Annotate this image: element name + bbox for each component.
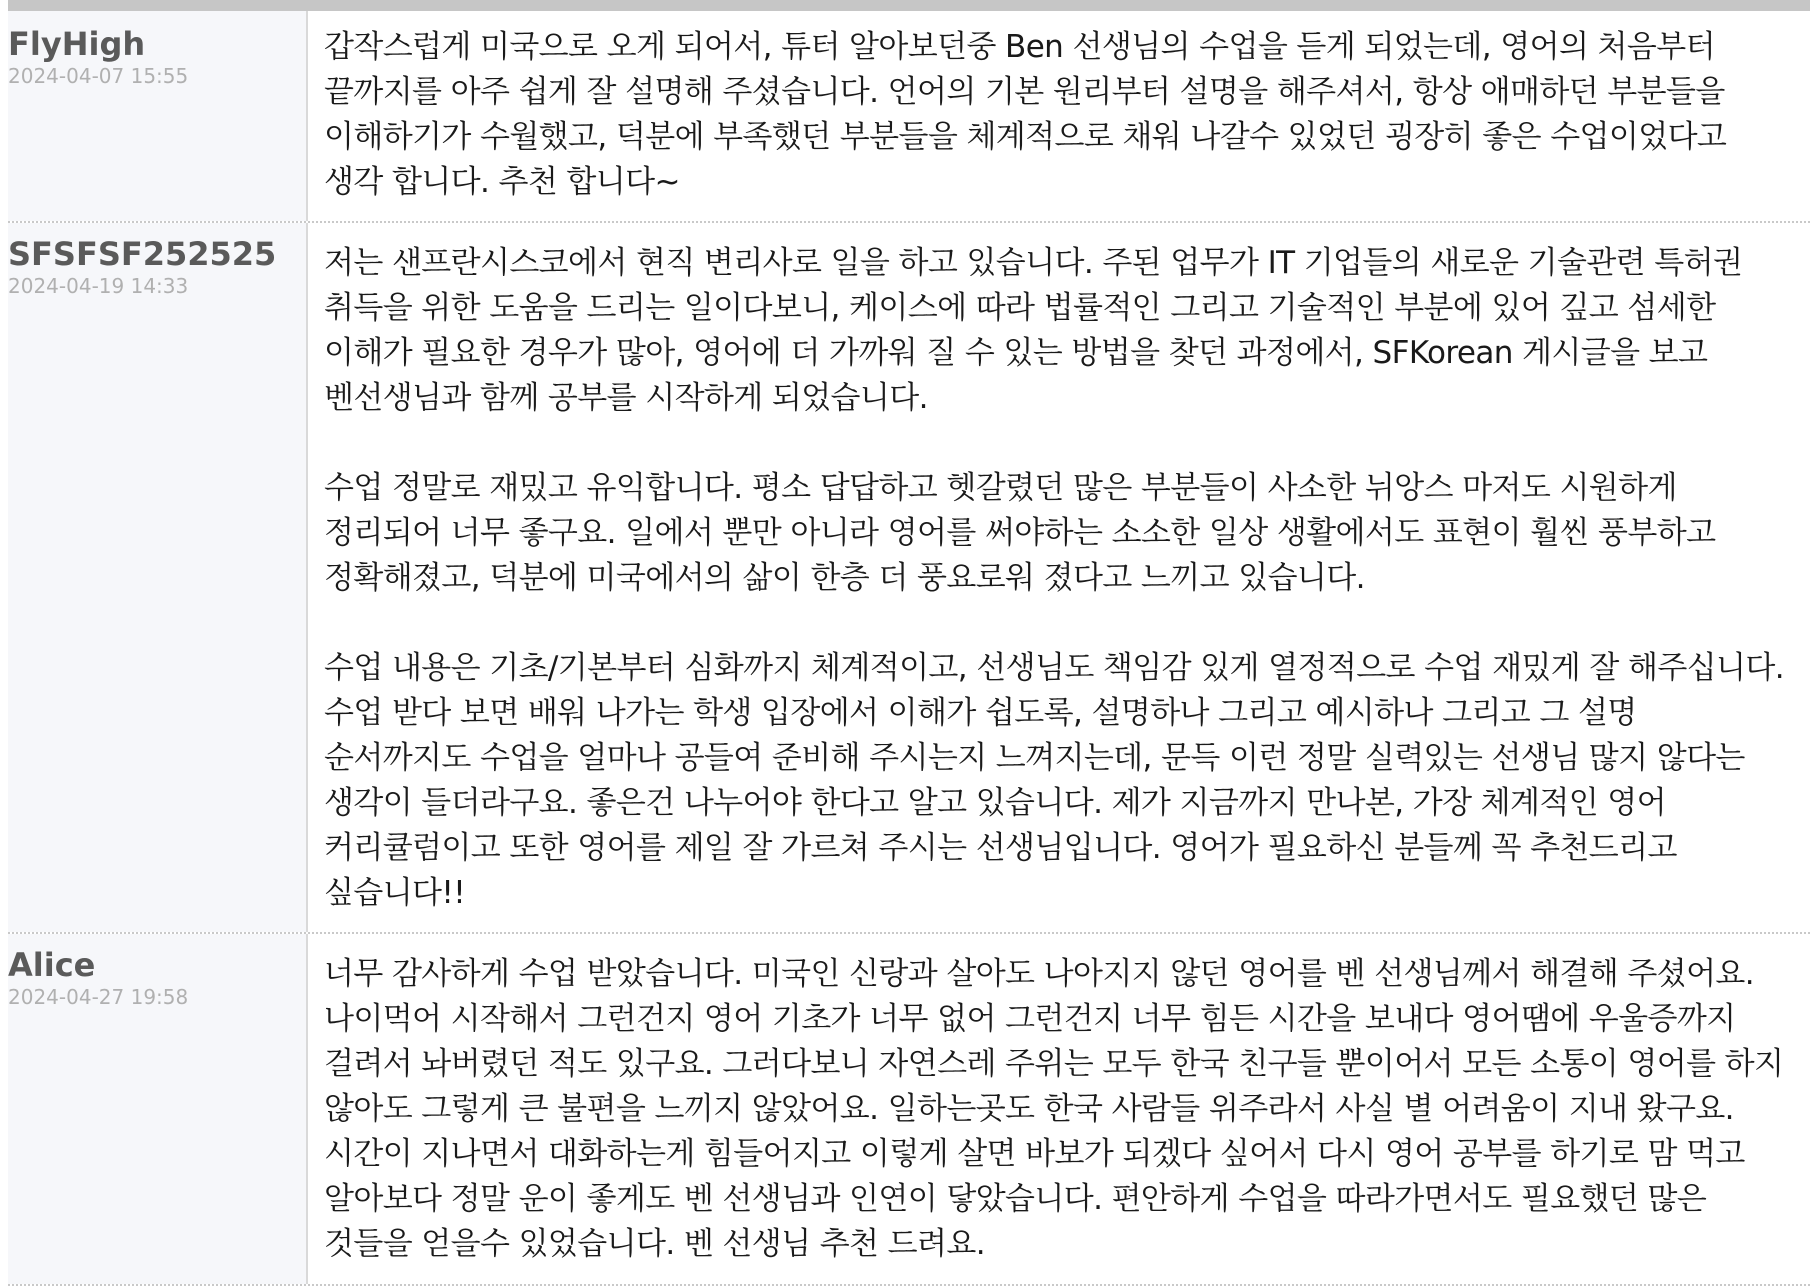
- comment-meta: [8, 934, 308, 1284]
- comment-row: [8, 223, 1810, 934]
- comment-meta: [8, 11, 308, 221]
- comment-paragraph: 갑작스럽게 미국으로 오게 되어서, 튜터 알아보던중 Ben 선생님의 수업을 듣게 되었는데, 영어의 처음부터 끝까지를 아주 쉽게 잘 설명해 주셨습니다. 언어의 기본 원리부터 설명을 해주셔서, 항상 애매하던 부분들을 이해하기가 수월했고, 덕분에 부족했던 부분들을 체계적으로 채워 나갈수 있었던 굉장히 좋은 수업이었다고 생각 합니다. 추천 합니다~: [324, 29, 1727, 200]
- comment-author[interactable]: SFSFSF252525: [8, 235, 277, 273]
- comment-date: 2024-04-27 19:58: [8, 985, 189, 1009]
- list-top-border: [8, 0, 1810, 11]
- comment-row: [8, 11, 1810, 223]
- comment-date: 2024-04-07 15:55: [8, 64, 189, 88]
- comment-meta: [8, 223, 308, 932]
- comment-body: [308, 223, 1810, 932]
- comment-date: 2024-04-19 14:33: [8, 274, 189, 298]
- comment-body: [308, 934, 1810, 1284]
- comment-author[interactable]: Alice: [8, 946, 96, 984]
- comment-paragraph: 너무 감사하게 수업 받았습니다. 미국인 신랑과 살아도 나아지지 않던 영어를 벤 선생님께서 해결해 주셨어요. 나이먹어 시작해서 그런건지 영어 기초가 너무 없어 그런건지 너무 힘든 시간을 보내다 영어땜에 우울증까지 걸려서 놔버렸던 적도 있구요. 그러다보니 자연스레 주위는 모두 한국 친구들 뿐이어서 모든 소통이 영어를 하지 않아도 그렇게 큰 불편을 느끼지 않았어요. 일하는곳도 한국 사람들 위주라서 사실 별 어려움이 지내 왔구요. 시간이 지나면서 대화하는게 힘들어지고 이렇게 살면 바보가 되겠다 싶어서 다시 영어 공부를 하기로 맘 먹고 알아보다 정말 운이 좋게도 벤 선생님과 인연이 닿았습니다. 편안하게 수업을 따라가면서도 필요했던 많은 것들을 얻을수 있었습니다. 벤 선생님 추천 드려요.: [324, 956, 1784, 1262]
- comment-row: [8, 934, 1810, 1286]
- comment-list: [8, 11, 1810, 1286]
- comment-paragraph: 수업 정말로 재밌고 유익합니다. 평소 답답하고 헷갈렸던 많은 부분들이 사소한 뉘앙스 마저도 시원하게 정리되어 너무 좋구요. 일에서 뿐만 아니라 영어를 써야하는 소소한 일상 생활에서도 표현이 훨씬 풍부하고 정확해졌고, 덕분에 미국에서의 삶이 한층 더 풍요로워 졌다고 느끼고 있습니다.: [324, 470, 1716, 596]
- comment-paragraph: 저는 샌프란시스코에서 현직 변리사로 일을 하고 있습니다. 주된 업무가 IT 기업들의 새로운 기술관련 특허권 취득을 위한 도움을 드리는 일이다보니, 케이스에 따라 법률적인 그리고 기술적인 부분에 있어 깊고 섬세한 이해가 필요한 경우가 많아, 영어에 더 가까워 질 수 있는 방법을 찾던 과정에서, SFKorean 게시글을 보고 벤선생님과 함께 공부를 시작하게 되었습니다.: [324, 245, 1743, 416]
- comment-paragraph: 수업 내용은 기초/기본부터 심화까지 체계적이고, 선생님도 책임감 있게 열정적으로 수업 재밌게 잘 해주십니다. 수업 받다 보면 배워 나가는 학생 입장에서 이해가 쉽도록, 설명하나 그리고 예시하나 그리고 그 설명 순서까지도 수업을 얼마나 공들여 준비해 주시는지 느껴지는데, 문득 이런 정말 실력있는 선생님 많지 않다는 생각이 들더라구요. 좋은건 나누어야 한다고 알고 있습니다. 제가 지금까지 만나본, 가장 체계적인 영어 커리큘럼이고 또한 영어를 제일 잘 가르쳐 주시는 선생님입니다. 영어가 필요하신 분들께 꼭 추천드리고 싶습니다!!: [324, 650, 1784, 911]
- comment-author[interactable]: FlyHigh: [8, 25, 146, 63]
- comment-body: [308, 11, 1810, 221]
